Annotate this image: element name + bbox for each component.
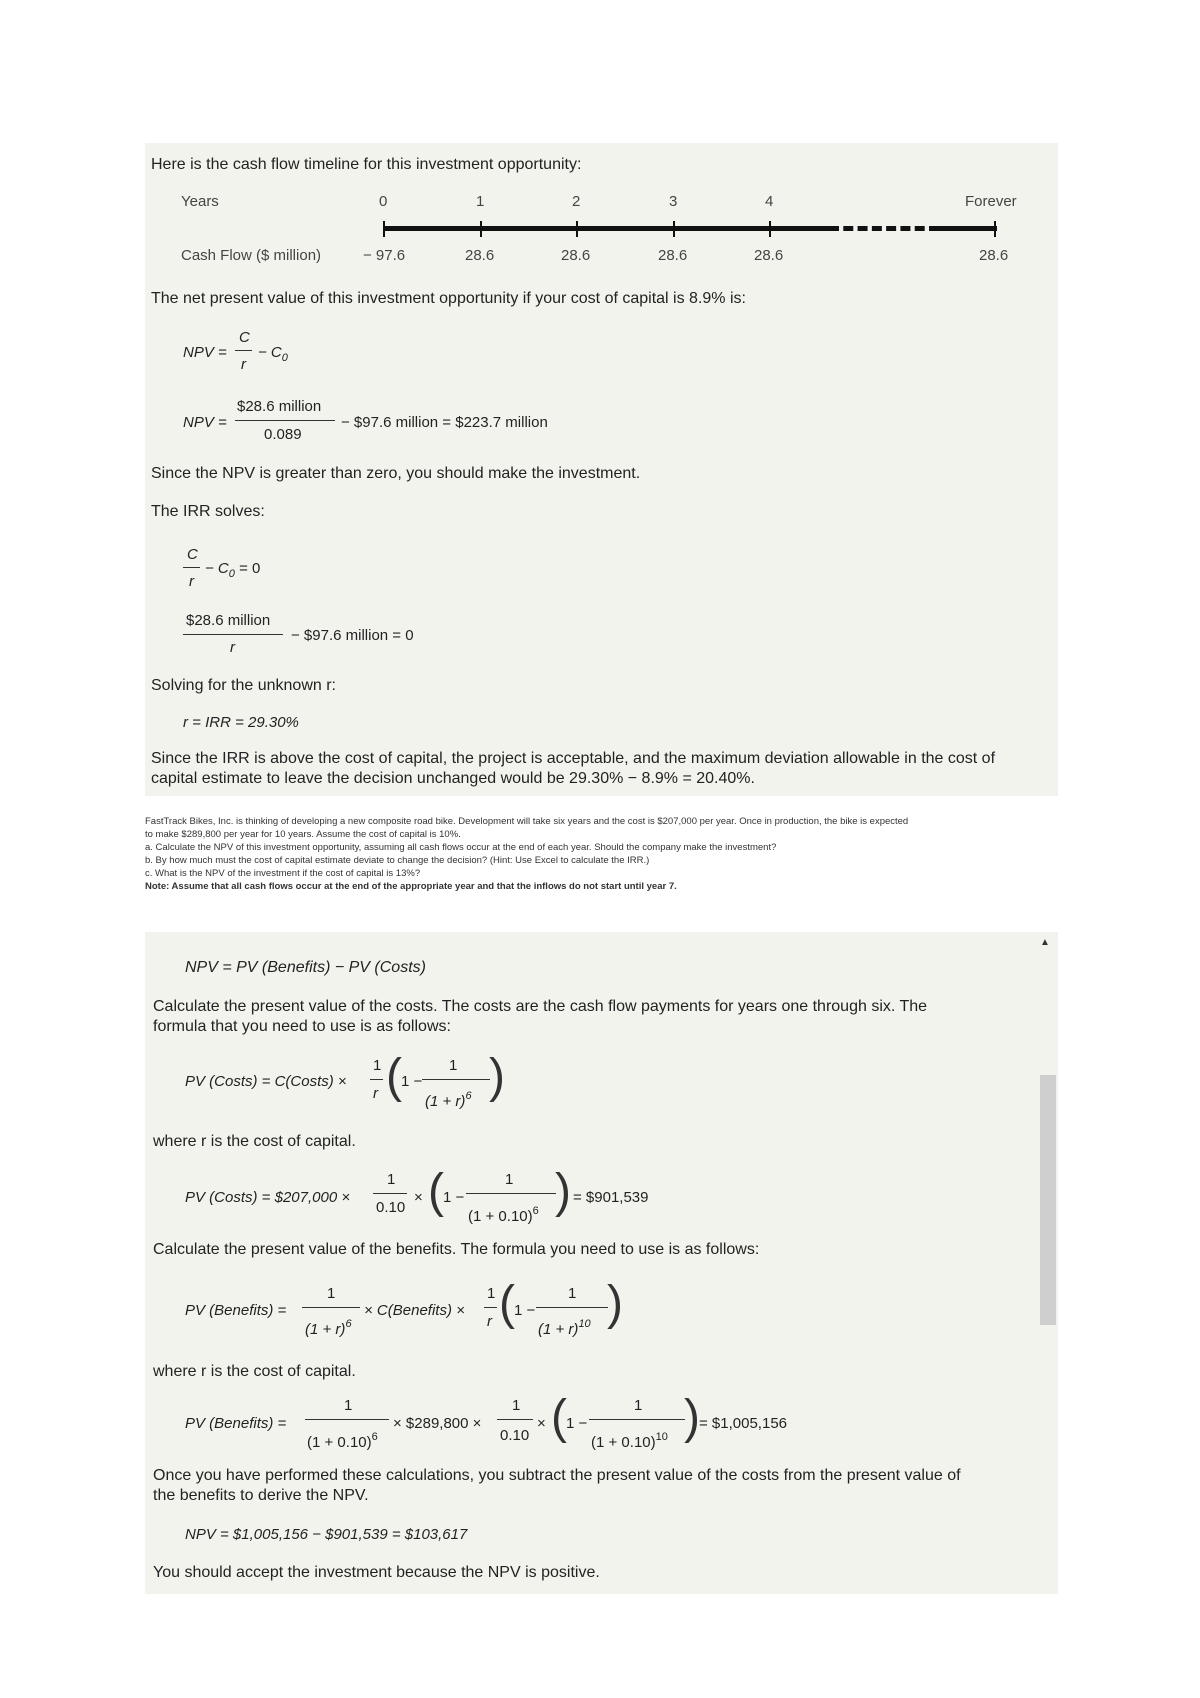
irr-conclusion-line2: capital estimate to leave the decision unchanged would be 29.30% − 8.9% = 20.40%. (151, 770, 755, 787)
irr-formula-equals-zero: = 0 (239, 560, 261, 577)
pv-benefits-formula-mid: × C(Benefits) × (364, 1302, 465, 1319)
costs-intro-line2: formula that you need to use is as follows: (153, 1018, 451, 1035)
npv-formula-lhs: NPV = (183, 344, 227, 361)
pv-benefits-formula-one-minus: 1 − (514, 1302, 536, 1319)
scrollbar-thumb[interactable] (1040, 1075, 1056, 1325)
problem-part-b: b. By how much must the cost of capital estimate deviate to change the decision? (Hint: Use Excel to calculate the IRR.) (145, 855, 650, 866)
npv-intro: The net present value of this investment opportunity if your cost of capital is 8.9% is: (151, 290, 746, 307)
pv-benefits-calc-f1-den: 0.10 (500, 1427, 530, 1444)
timeline-bar-end (939, 226, 997, 231)
year-0: 0 (379, 193, 388, 210)
pv-costs-calc-result: = $901,539 (573, 1189, 649, 1206)
year-1: 1 (476, 193, 485, 210)
fraction-bar (235, 350, 252, 351)
timeline-tick (769, 221, 771, 237)
pv-costs-formula-f2-den: (1 + r) (425, 1093, 466, 1110)
pv-benefits-formula-f0-num: 1 (327, 1285, 336, 1302)
irr-conclusion-line1: Since the IRR is above the cost of capital, the project is acceptable, and the maximum deviation allowable in the cost of (151, 750, 996, 767)
pv-benefits-calc-times: × (537, 1415, 546, 1432)
fraction-bar (536, 1307, 608, 1308)
pv-benefits-calc-mid: × $289,800 × (393, 1415, 482, 1432)
pv-benefits-calc-f2-exp: 10 (655, 1431, 668, 1443)
fraction-bar (484, 1307, 497, 1308)
pv-costs-formula-one-minus: 1 − (401, 1073, 423, 1090)
fraction-bar (466, 1193, 556, 1194)
right-paren: ) (684, 1391, 700, 1444)
final-npv: NPV = $1,005,156 − $901,539 = $103,617 (185, 1526, 468, 1543)
problem-part-c: c. What is the NPV of the investment if the cost of capital is 13%? (145, 868, 421, 879)
pv-benefits-calc-f0-exp: 6 (371, 1431, 378, 1443)
pv-benefits-formula-f1-num: 1 (487, 1285, 496, 1302)
right-paren: ) (607, 1277, 623, 1330)
irr-formula-numerator: C (187, 546, 198, 563)
left-paren: ( (551, 1391, 567, 1444)
year-3: 3 (669, 193, 678, 210)
npv-calc-denominator: 0.089 (264, 426, 302, 443)
fraction-bar (183, 567, 200, 568)
left-paren: ( (428, 1165, 444, 1218)
npv-formula-numerator: C (239, 329, 250, 346)
pv-costs-calc-lhs: PV (Costs) = $207,000 × (185, 1189, 351, 1206)
benefits-intro: Calculate the present value of the benefits. The formula you need to use is as follows: (153, 1241, 760, 1258)
pv-benefits-formula-f2-exp: 10 (578, 1318, 591, 1330)
cash-flow-forever: 28.6 (979, 247, 1009, 264)
pv-benefits-calc-result: = $1,005,156 (699, 1415, 788, 1432)
scroll-up-arrow-icon[interactable]: ▲ (1040, 937, 1050, 948)
fraction-bar (305, 1419, 389, 1420)
npv-definition: NPV = PV (Benefits) − PV (Costs) (185, 959, 426, 976)
where-r-costs: where r is the cost of capital. (153, 1133, 356, 1150)
irr-formula-subscript: 0 (228, 568, 235, 580)
final-intro-line1: Once you have performed these calculations, you subtract the present value of the costs from the present value of (153, 1467, 961, 1484)
years-label: Years (181, 193, 219, 210)
fraction-bar (235, 420, 335, 421)
timeline-tick (673, 221, 675, 237)
problem-statement (145, 815, 1058, 893)
fraction-bar (373, 1193, 407, 1194)
pv-costs-formula-f1-den: r (373, 1085, 378, 1102)
final-conclusion: You should accept the investment because the NPV is positive. (153, 1564, 600, 1581)
left-paren: ( (386, 1050, 402, 1103)
costs-intro-line1: Calculate the present value of the costs. The costs are the cash flow payments for years one through six. The (153, 998, 928, 1015)
irr-formula-tail: − C (205, 560, 229, 577)
problem-line: to make $289,800 per year for 10 years. Assume the cost of capital is 10%. (145, 829, 461, 840)
pv-benefits-formula-f2-num: 1 (568, 1285, 577, 1302)
irr-calc-numerator: $28.6 million (186, 612, 271, 629)
npv-formula-tail: − C (258, 344, 282, 361)
fraction-bar (302, 1307, 360, 1308)
irr-calc-result: − $97.6 million = 0 (291, 627, 414, 644)
pv-benefits-calc-f2-den: (1 + 0.10) (591, 1434, 656, 1451)
pv-benefits-formula-f0-den: (1 + r) (305, 1321, 346, 1338)
timeline-bar (383, 226, 829, 231)
npv-formula-subscript: 0 (281, 352, 288, 364)
npv-calc-numerator: $28.6 million (237, 398, 322, 415)
timeline-tick (994, 221, 996, 237)
cash-flow-2: 28.6 (561, 247, 591, 264)
fraction-bar (497, 1419, 533, 1420)
solve-text: Solving for the unknown r: (151, 677, 336, 694)
final-intro-line2: the benefits to derive the NPV. (153, 1487, 369, 1504)
pv-benefits-formula-lhs: PV (Benefits) = (185, 1302, 287, 1319)
npv-calc-lhs: NPV = (183, 414, 227, 431)
cash-flow-0: − 97.6 (363, 247, 406, 264)
npv-calc-result: − $97.6 million = $223.7 million (341, 414, 548, 431)
pv-benefits-calc-f0-den: (1 + 0.10) (307, 1434, 372, 1451)
pv-costs-calc-f2-exp: 6 (532, 1205, 539, 1217)
left-paren: ( (499, 1277, 515, 1330)
year-4: 4 (765, 193, 774, 210)
fraction-bar (370, 1079, 383, 1080)
pv-costs-calc-f1-den: 0.10 (376, 1199, 406, 1216)
fraction-bar (422, 1079, 490, 1080)
pv-benefits-calc-one-minus: 1 − (566, 1415, 588, 1432)
year-2: 2 (572, 193, 581, 210)
irr-formula-denominator: r (189, 573, 194, 590)
pv-benefits-formula-f2-den: (1 + r) (538, 1321, 579, 1338)
right-paren: ) (555, 1165, 571, 1218)
cash-flow-3: 28.6 (658, 247, 688, 264)
cash-flow-4: 28.6 (754, 247, 784, 264)
cash-flow-1: 28.6 (465, 247, 495, 264)
problem-line: FastTrack Bikes, Inc. is thinking of developing a new composite road bike. Development will take six years and the cost is $207,000 per year. Once in production, the bike is expected (145, 816, 909, 827)
timeline-tick (383, 221, 385, 237)
timeline-dashed-segment (829, 226, 939, 236)
problem-note: Note: Assume that all cash flows occur at the end of the appropriate year and that the inflows do not start until year 7. (145, 881, 677, 892)
right-paren: ) (489, 1050, 505, 1103)
irr-intro: The IRR solves: (151, 503, 265, 520)
cash-flow-label: Cash Flow ($ million) (181, 247, 322, 264)
pv-benefits-formula-f0-exp: 6 (345, 1318, 352, 1330)
fraction-bar (183, 634, 283, 635)
pv-benefits-calc-lhs: PV (Benefits) = (185, 1415, 287, 1432)
npv-conclusion: Since the NPV is greater than zero, you should make the investment. (151, 465, 641, 482)
irr-result: r = IRR = 29.30% (183, 714, 299, 731)
pv-benefits-calc-f1-num: 1 (512, 1397, 521, 1414)
timeline-intro: Here is the cash flow timeline for this investment opportunity: (151, 156, 582, 173)
fraction-bar (589, 1419, 685, 1420)
pv-costs-formula-lhs: PV (Costs) = C(Costs) × (185, 1073, 347, 1090)
year-forever: Forever (965, 193, 1017, 210)
pv-benefits-calc-f0-num: 1 (344, 1397, 353, 1414)
pv-costs-formula-f2-num: 1 (449, 1057, 458, 1074)
pv-benefits-calc-f2-num: 1 (634, 1397, 643, 1414)
timeline-tick (576, 221, 578, 237)
pv-costs-calc-f2-den: (1 + 0.10) (468, 1208, 533, 1225)
pv-benefits-formula-f1-den: r (487, 1313, 492, 1330)
npv-formula-denominator: r (241, 356, 246, 373)
pv-costs-calc-f2-num: 1 (505, 1171, 514, 1188)
pv-costs-calc-f1-num: 1 (387, 1171, 396, 1188)
timeline-tick (480, 221, 482, 237)
pv-costs-formula-f2-exp: 6 (465, 1090, 472, 1102)
problem-part-a: a. Calculate the NPV of this investment opportunity, assuming all cash flows occur at the end of each year. Should the company make the investment? (145, 842, 777, 853)
where-r-benefits: where r is the cost of capital. (153, 1363, 356, 1380)
pv-costs-calc-one-minus: 1 − (443, 1189, 465, 1206)
pv-costs-calc-times: × (414, 1189, 423, 1206)
pv-costs-formula-f1-num: 1 (373, 1057, 382, 1074)
irr-calc-denominator: r (230, 639, 235, 656)
